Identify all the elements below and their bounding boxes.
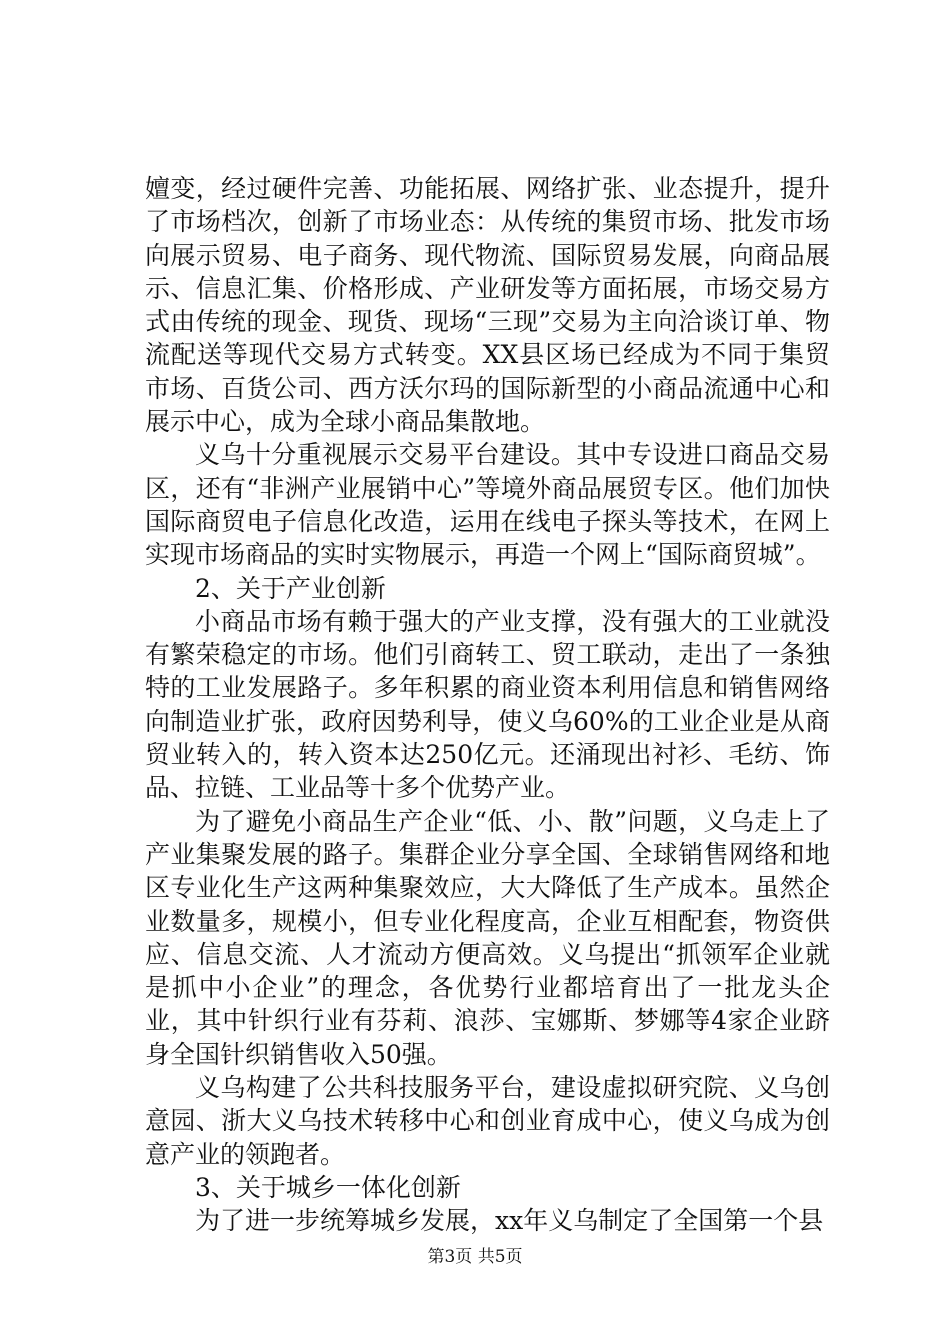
paragraph: 义乌构建了公共科技服务平台，建设虚拟研究院、义乌创意园、浙大义乌技术转移中心和创业育成中心，使义乌成为创意产业的领跑者。 (145, 1073, 830, 1169)
page-footer: 第3页 共5页 (427, 1247, 523, 1267)
paragraph: 小商品市场有赖于强大的产业支撑，没有强大的工业就没有繁荣稳定的市场。他们引商转工、贸工联动，走出了一条独特的工业发展路子。多年积累的商业资本利用信息和销售网络向制造业扩张，政府因势利导，使义乌60%的工业企业是从商贸业转入的，转入资本达250亿元。还涌现出衬衫、毛纺、饰品、拉链、工业品等十多个优势产业。 (145, 606, 830, 803)
document-body (145, 172, 830, 1238)
paragraph: 嬗变，经过硬件完善、功能拓展、网络扩张、业态提升，提升了市场档次，创新了市场业态：从传统的集贸市场、批发市场向展示贸易、电子商务、现代物流、国际贸易发展，向商品展示、信息汇集、价格形成、产业研发等方面拓展，市场交易方式由传统的现金、现货、现场“三现”交易为主向洽谈订单、物流配送等现代交易方式转变。XX县区场已经成为不同于集贸市场、百货公司、西方沃尔玛的国际新型的小商品流通中心和展示中心，成为全球小商品集散地。 (145, 174, 830, 437)
paragraph: 义乌十分重视展示交易平台建设。其中专设进口商品交易区，还有“非洲产业展销中心”等境外商品展贸专区。他们加快国际商贸电子信息化改造，运用在线电子探头等技术，在网上实现市场商品的实时实物展示，再造一个网上“国际商贸城”。 (145, 440, 830, 570)
paragraph: 为了避免小商品生产企业“低、小、散”问题，义乌走上了产业集聚发展的路子。集群企业分享全国、全球销售网络和地区专业化生产这两种集聚效应，大大降低了生产成本。虽然企业数量多，规模小，但专业化程度高，企业互相配套，物资供应、信息交流、人才流动方便高效。义乌提出“抓领军企业就是抓中小企业”的理念，各优势行业都培育出了一批龙头企业，其中针织行业有芬莉、浪莎、宝娜斯、梦娜等4家企业跻身全国针织销售收入50强。 (145, 806, 830, 1069)
section-heading: 2、关于产业创新 (195, 573, 386, 603)
section-heading: 3、关于城乡一体化创新 (195, 1172, 461, 1202)
paragraph: 为了进一步统筹城乡发展，xx年义乌制定了全国第一个县 (195, 1206, 824, 1236)
